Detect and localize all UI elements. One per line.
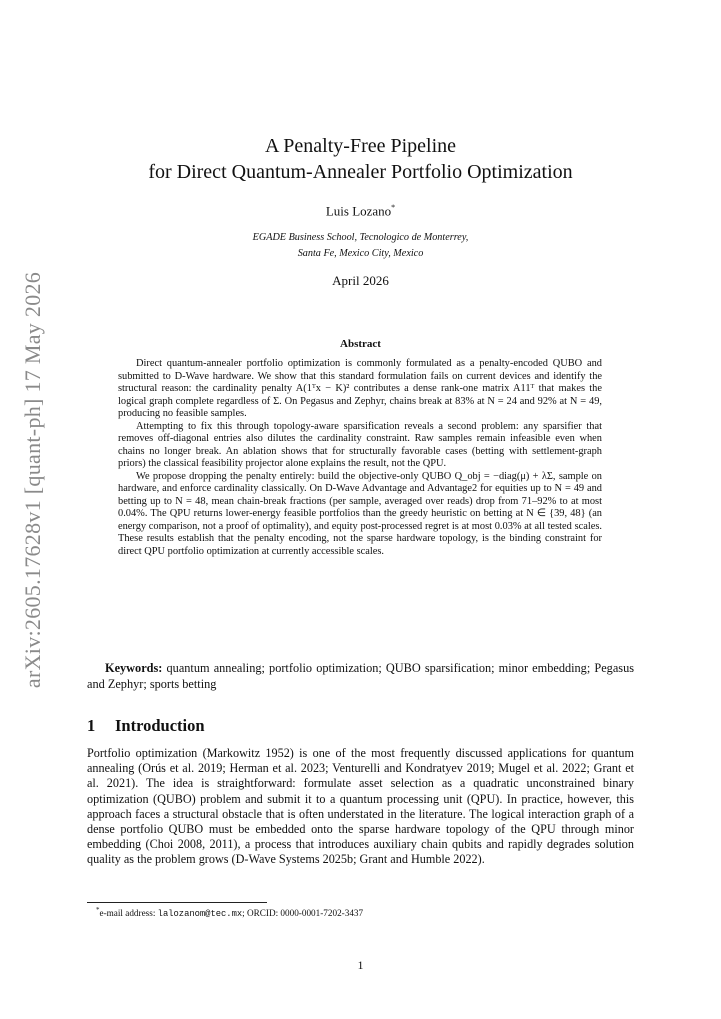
author-footnote-mark: * <box>391 203 396 212</box>
introduction-body <box>87 746 634 868</box>
footnote-prefix: e-mail address: <box>99 908 158 919</box>
keywords-text: quantum annealing; portfolio optimization; QUBO sparsification; minor embedding; Pegasus and Zephyr; sports betting <box>87 661 634 691</box>
section-heading <box>87 716 205 736</box>
section-title: Introduction <box>115 716 205 735</box>
abstract-paragraph-3: We propose dropping the penalty entirely: build the objective-only QUBO Q_obj = −diag(μ) + λΣ, sample on hardware, and enforce cardinality classically. On D-Wave Advantage and Advantage2 for equities up to N = 49 and betting up to N = 48, mean chain-break fractions (per sample, averaged over reads) drop from 71–92% to at most 0.04%. The QPU returns lower-energy feasible portfolios than the greedy heuristic on betting at N ∈ {39, 48} (an energy comparison, not a proof of optimality), and equity post-processed regret is at most 0.03% at all tested scales. These results establish that the penalty encoding, not the sparse hardware topology, is the binding constraint for direct QPU portfolio optimization at currently accessible scales. <box>118 470 602 557</box>
title-line-2: for Direct Quantum-Annealer Portfolio Optimization <box>148 161 573 183</box>
arxiv-identifier: arXiv:2605.17628v1 [quant-ph] 17 May 2026 <box>20 271 45 689</box>
page-number: 1 <box>357 958 364 972</box>
abstract-paragraph-1: Direct quantum-annealer portfolio optimization is commonly formulated as a penalty-encoded QUBO and submitted to D-Wave hardware. We show that this standard formulation fails on current devices and identify the structural reason: the cardinality penalty A(1ᵀx − K)² contributes a dense rank-one matrix A11ᵀ that makes the logical graph complete regardless of Σ. On Pegasus and Zephyr, chains break at 83% at N = 24 and 92% at N = 49, producing no feasible samples. <box>118 358 602 419</box>
footnote-mark: * <box>96 906 100 914</box>
keywords-label: Keywords: <box>105 661 163 675</box>
paper-date: April 2026 <box>332 273 389 288</box>
affiliation-line-2: Santa Fe, Mexico City, Mexico <box>297 248 424 259</box>
keywords-block <box>87 661 634 692</box>
affiliation-line-1: EGADE Business School, Tecnologico de Monterrey, <box>252 232 469 243</box>
author-name: Luis Lozano <box>325 203 392 219</box>
paper-title <box>0 133 721 185</box>
footnote-email[interactable]: lalozanom@tec.mx <box>157 909 243 920</box>
title-line-1: A Penalty-Free Pipeline <box>264 135 457 157</box>
footnote <box>96 906 363 919</box>
author-line <box>0 203 721 219</box>
section-number: 1 <box>87 716 96 735</box>
abstract-paragraph-2: Attempting to fix this through topology-aware sparsification reveals a second problem: any sparsifier that removes off-diagonal entries also dilutes the cardinality constraint. Raw samples remain infeasible even when chains no longer break. An ablation shows that for structurally favorable cases (betting with settlement-graph priors) the classical feasibility projector alone explains the result, not the QPU. <box>118 420 602 469</box>
introduction-paragraph: Portfolio optimization (Markowitz 1952) is one of the most frequently discussed applications for quantum annealing (Orús et al. 2019; Herman et al. 2023; Venturelli and Kondratyev 2019; Mugel et al. 2022; Grant et al. 2021). The idea is straightforward: formulate asset selection as a quadratic unconstrained binary optimization (QUBO) problem and submit it to a quantum processing unit (QPU). In practice, however, this approach faces a structural obstacle that is often understated in the literature. The logical interaction graph of a dense portfolio QUBO must be embedded onto the sparse hardware topology of the QPU through minor embedding (Choi 2008, 2011), a process that introduces auxiliary chain qubits and rapidly degrades solution quality as the problem grows (D-Wave Systems 2025b; Grant and Humble 2022). <box>87 746 634 867</box>
abstract-heading: Abstract <box>340 338 381 350</box>
affiliation <box>0 230 721 262</box>
footnote-rule <box>87 902 267 903</box>
abstract-body <box>118 358 602 558</box>
footnote-suffix: ; ORCID: 0000-0001-7202-3437 <box>242 908 364 919</box>
